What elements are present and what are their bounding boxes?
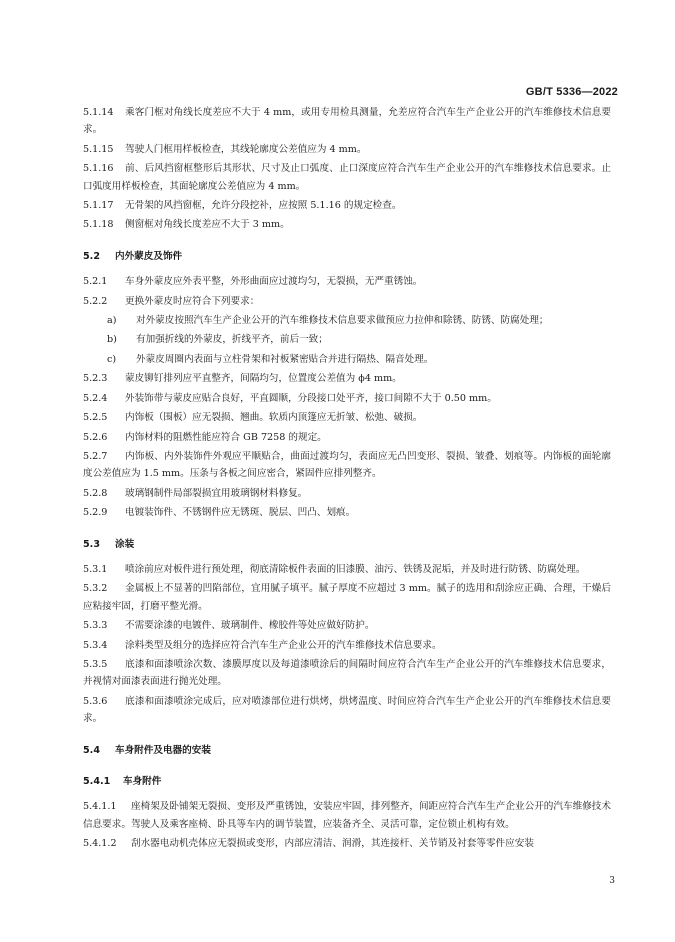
heading-text: 内外蒙皮及饰件 [115, 250, 183, 262]
clause-text: 更换外蒙皮时应符合下列要求： [125, 295, 260, 307]
clause-paragraph [83, 216, 611, 233]
clause-paragraph [83, 617, 611, 634]
clause-text: 电镀装饰件、不锈钢件应无锈斑、脱层、凹凸、划痕。 [125, 507, 356, 519]
clause-paragraph [83, 656, 611, 691]
clause-text: 驾驶人门框用样板检查，其线轮廓度公差值应为 4 mm。 [125, 143, 367, 155]
clause-number: 5.2.9 [83, 507, 108, 519]
heading-text: 车身附件及电器的安装 [115, 744, 211, 756]
section-heading [83, 742, 611, 759]
clause-number: 5.4.1.1 [83, 801, 117, 813]
section-heading [83, 536, 611, 553]
clause-paragraph [83, 485, 611, 502]
clause-number: 5.1.14 [83, 107, 114, 118]
clause-paragraph [83, 390, 611, 407]
clause-paragraph [83, 370, 611, 387]
clause-text: 涂料类型及组分的选择应符合汽车生产企业公开的汽车维修技术信息要求。 [125, 639, 442, 651]
document-body [83, 104, 611, 855]
clause-text: 前、后风挡窗框整形后其形状、尺寸及止口弧度、止口深度应符合汽车生产企业公开的汽车维修技术信息要求。止口弧度用样板检查，其面轮廓度公差值应为 4 mm。 [83, 163, 611, 192]
list-item-text: 外蒙皮周圈内表面与立柱骨架和衬板紧密贴合并进行隔热、隔音处理。 [136, 353, 434, 365]
clause-text: 金属板上不显著的凹陷部位，宜用腻子填平。腻子厚度不应超过 3 mm。腻子的选用和刮涂应正确、合理，干燥后应粘接牢固，打磨平整光滑。 [83, 583, 611, 612]
clause-paragraph [83, 409, 611, 426]
list-item [83, 312, 611, 329]
clause-number: 5.3.2 [83, 583, 108, 595]
list-marker: b) [107, 334, 117, 346]
clause-number: 5.1.18 [83, 219, 114, 231]
heading-number: 5.4 [83, 744, 100, 756]
clause-text: 底漆和面漆喷涂完成后，应对喷漆部位进行烘烤，烘烤温度、时间应符合汽车生产企业公开的汽车维修技术信息要求。 [83, 695, 611, 725]
clause-text: 侧窗框对角线长度差应不大于 3 mm。 [125, 219, 290, 231]
clause-number: 5.3.5 [83, 658, 108, 670]
clause-number: 5.1.17 [83, 200, 114, 212]
clause-text: 座椅架及卧铺架无裂损、变形及严重锈蚀，安装应牢固，排列整齐，间距应符合汽车生产企业公开的汽车维修技术信息要求。驾驶人及乘客座椅、卧具等车内的调节装置，应装备齐全、灵活可靠，定位锁止机构有效。 [83, 801, 611, 830]
section-heading [83, 248, 611, 265]
clause-text: 玻璃钢制件局部裂损宜用玻璃钢材料修复。 [125, 487, 308, 499]
clause-paragraph [83, 104, 611, 139]
heading-text: 车身附件 [123, 776, 162, 787]
clause-number: 5.2.8 [83, 487, 108, 499]
clause-number: 5.2.3 [83, 373, 108, 385]
standard-code: GB/T 5336—2022 [525, 86, 618, 98]
clause-paragraph [83, 580, 611, 615]
list-marker: c) [107, 353, 117, 365]
clause-paragraph [83, 561, 611, 578]
clause-number: 5.3.6 [83, 695, 108, 707]
clause-paragraph [83, 835, 611, 852]
clause-text: 底漆和面漆喷涂次数、漆膜厚度以及每道漆喷涂后的间隔时间应符合汽车生产企业公开的汽车维修技术信息要求，并视情对面漆表面进行抛光处理。 [83, 658, 611, 688]
clause-number: 5.3.1 [83, 563, 108, 575]
clause-text: 不需要涂漆的电镀件、玻璃制件、橡胶件等处应做好防护。 [125, 620, 375, 632]
clause-number: 5.2.1 [83, 276, 108, 288]
list-item-text: 对外蒙皮按照汽车生产企业公开的汽车维修技术信息要求做预应力拉伸和除锈、防锈、防腐处理； [136, 315, 549, 327]
clause-text: 内饰板、内外装饰件外观应平顺贴合，曲面过渡均匀，表面应无凸凹变形、裂损、皱叠、划痕等。内饰板的面轮廓度公差值应为 1.5 mm。压条与各板之间应密合，紧固件应排列整齐。 [83, 450, 611, 480]
clause-paragraph [83, 141, 611, 158]
heading-number: 5.3 [83, 538, 100, 550]
clause-text: 无骨架的风挡窗框，允许分段挖补，应按照 5.1.16 的规定检查。 [125, 200, 402, 212]
clause-paragraph [83, 693, 611, 728]
clause-number: 5.2.2 [83, 295, 108, 307]
clause-number: 5.2.6 [83, 431, 108, 443]
clause-text: 车身外蒙皮应外表平整，外形曲面应过渡均匀，无裂损，无严重锈蚀。 [125, 276, 423, 288]
clause-text: 外装饰带与蒙皮应贴合良好，平直圆顺，分段接口处平齐，接口间隙不大于 0.50 mm。 [125, 392, 497, 404]
list-item [83, 351, 611, 368]
clause-number: 5.1.16 [83, 163, 114, 175]
subsection-heading [83, 773, 611, 790]
clause-number: 5.3.4 [83, 639, 108, 651]
clause-paragraph [83, 197, 611, 214]
clause-number: 5.4.1.2 [83, 838, 117, 850]
heading-number: 5.4.1 [83, 776, 111, 787]
clause-text: 刮水器电动机壳体应无裂损或变形，内部应清洁、润滑，其连接杆、关节销及衬套等零件应安装 [131, 838, 534, 850]
clause-paragraph [83, 160, 611, 195]
clause-text: 内饰板（围板）应无裂损、翘曲。软质内顶篷应无折皱、松弛、破损。 [125, 412, 423, 424]
clause-number: 5.2.7 [83, 450, 108, 462]
list-item [83, 331, 611, 348]
clause-number: 5.1.15 [83, 143, 114, 155]
clause-paragraph [83, 637, 611, 654]
clause-paragraph [83, 504, 611, 521]
clause-paragraph [83, 273, 611, 290]
list-item-text: 有加强折线的外蒙皮，折线平齐，前后一致； [136, 334, 328, 346]
clause-text: 内饰材料的阻燃性能应符合 GB 7258 的规定。 [125, 431, 327, 443]
list-marker: a) [107, 315, 117, 327]
clause-number: 5.2.5 [83, 412, 108, 424]
clause-paragraph [83, 293, 611, 310]
clause-text: 蒙皮铆钉排列应平直整齐，间隔均匀，位置度公差值为 ϕ4 mm。 [125, 373, 402, 385]
page-number: 3 [609, 876, 615, 886]
clause-number: 5.2.4 [83, 392, 108, 404]
clause-number: 5.3.3 [83, 620, 108, 632]
clause-paragraph [83, 429, 611, 446]
clause-paragraph [83, 448, 611, 483]
heading-number: 5.2 [83, 250, 100, 262]
clause-text: 乘客门框对角线长度差应不大于 4 mm，或用专用检具测量，允差应符合汽车生产企业公开的汽车维修技术信息要求。 [83, 107, 611, 136]
clause-paragraph [83, 798, 611, 833]
clause-text: 喷涂前应对板件进行预处理，彻底清除板件表面的旧漆膜、油污、铁锈及泥垢，并及时进行防锈、防腐处理。 [125, 563, 586, 575]
heading-text: 涂装 [115, 538, 135, 550]
